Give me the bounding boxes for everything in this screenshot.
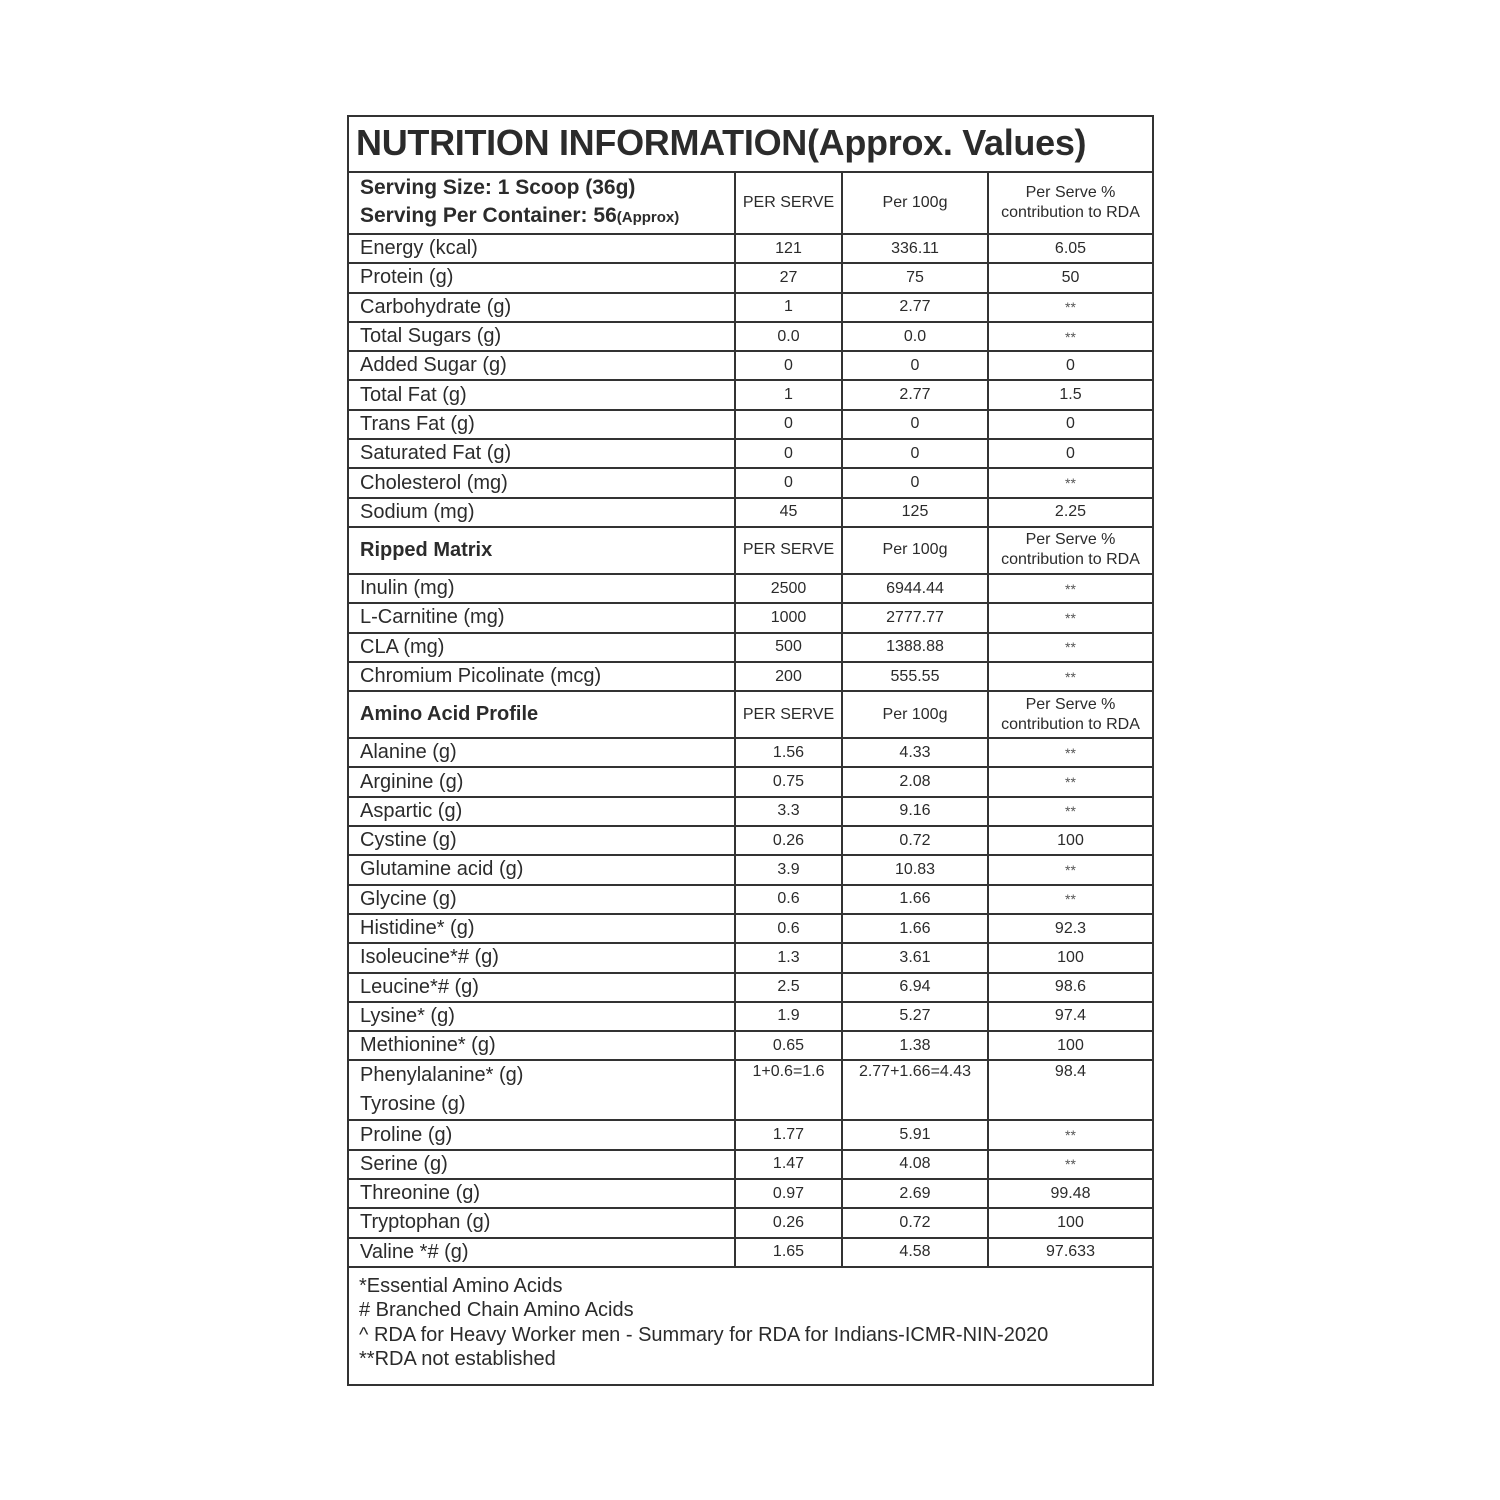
per-100g-value: 2.77 (842, 293, 988, 322)
nutrient-name: Valine *# (g) (349, 1238, 735, 1267)
rda-value: ** (988, 1150, 1152, 1179)
per-serve-value: 0 (735, 468, 842, 497)
footnote-line: **RDA not established (359, 1348, 556, 1371)
footnote-line: *Essential Amino Acids (359, 1274, 563, 1297)
nutrient-name: Trans Fat (g) (349, 410, 735, 439)
nutrition-table (349, 173, 1152, 1268)
per-100g-value: 0 (842, 468, 988, 497)
rda-value: ** (988, 885, 1152, 914)
rda-header-line1: Per Serve % (1025, 531, 1116, 549)
per-100g-value: 3.61 (842, 943, 988, 972)
servings-per-container-label: Serving Per Container: (360, 204, 588, 227)
nutrition-label (347, 115, 1154, 1386)
rda-header-line2: contribution to RDA (1001, 715, 1140, 733)
table-row (349, 380, 1152, 409)
nutrient-name: Methionine* (g) (349, 1031, 735, 1060)
rda-header-line1: Per Serve % (1025, 695, 1116, 713)
nutrient-name: Alanine (g) (349, 738, 735, 767)
serving-header-row (349, 173, 1152, 234)
table-row (349, 914, 1152, 943)
table-row (349, 633, 1152, 662)
per-100g-value: 0 (842, 351, 988, 380)
amino-acid-profile-heading: Amino Acid Profile (349, 691, 735, 738)
nutrient-name: Added Sugar (g) (349, 351, 735, 380)
per-serve-value: 0.6 (735, 885, 842, 914)
per-100g-header: Per 100g (842, 527, 988, 574)
rda-value: ** (988, 322, 1152, 351)
rda-header-line1: Per Serve % (1025, 184, 1116, 201)
per-serve-value: 1.9 (735, 1002, 842, 1031)
nutrient-name: Histidine* (g) (349, 914, 735, 943)
per-100g-value: 1388.88 (842, 633, 988, 662)
rda-header-line2: contribution to RDA (1001, 551, 1140, 569)
rda-header (988, 173, 1152, 234)
rda-value: 100 (988, 826, 1152, 855)
per-serve-value: 0.26 (735, 1208, 842, 1237)
nutrient-name: Inulin (mg) (349, 574, 735, 603)
rda-value: ** (988, 468, 1152, 497)
per-serve-value: 1+0.6=1.6 (735, 1060, 842, 1120)
nutrient-name: Glutamine acid (g) (349, 855, 735, 884)
rda-value: ** (988, 633, 1152, 662)
rda-value: ** (988, 1120, 1152, 1149)
per-serve-value: 0 (735, 410, 842, 439)
nutrient-name: Total Fat (g) (349, 380, 735, 409)
rda-value: ** (988, 738, 1152, 767)
nutrient-name: CLA (mg) (349, 633, 735, 662)
nutrient-name: Isoleucine*# (g) (349, 943, 735, 972)
per-serve-value: 500 (735, 633, 842, 662)
nutrient-name: L-Carnitine (mg) (349, 603, 735, 632)
rda-value: 2.25 (988, 498, 1152, 527)
rda-header (988, 691, 1152, 738)
per-serve-value: 0.0 (735, 322, 842, 351)
per-100g-value: 4.08 (842, 1150, 988, 1179)
per-100g-value: 1.38 (842, 1031, 988, 1060)
per-serve-value: 1.77 (735, 1120, 842, 1149)
nutrient-name: Tryptophan (g) (349, 1208, 735, 1237)
table-row (349, 498, 1152, 527)
per-serve-header: PER SERVE (735, 173, 842, 234)
table-row (349, 234, 1152, 263)
per-100g-value: 0 (842, 410, 988, 439)
serving-size: Serving Size: 1 Scoop (36g) (360, 176, 636, 199)
per-serve-value: 200 (735, 662, 842, 691)
nutrient-name: Chromium Picolinate (mcg) (349, 662, 735, 691)
per-serve-header: PER SERVE (735, 691, 842, 738)
per-serve-value: 0.6 (735, 914, 842, 943)
nutrient-name: Saturated Fat (g) (349, 439, 735, 468)
per-100g-value: 9.16 (842, 797, 988, 826)
table-row (349, 263, 1152, 292)
nutrient-name: Leucine*# (g) (349, 973, 735, 1002)
nutrient-name: Arginine (g) (349, 767, 735, 796)
nutrient-name: Glycine (g) (349, 885, 735, 914)
footnotes (349, 1268, 1152, 1372)
per-100g-value: 2.08 (842, 767, 988, 796)
table-row (349, 1120, 1152, 1149)
per-100g-value: 6944.44 (842, 574, 988, 603)
table-row (349, 767, 1152, 796)
per-100g-value: 0.72 (842, 826, 988, 855)
nutrient-name: Total Sugars (g) (349, 322, 735, 351)
rda-value: 98.4 (988, 1060, 1152, 1120)
table-row (349, 603, 1152, 632)
label-title: NUTRITION INFORMATION(Approx. Values) (349, 117, 1152, 173)
footnote-line: # Branched Chain Amino Acids (359, 1299, 634, 1322)
nutrient-name: Sodium (mg) (349, 498, 735, 527)
per-serve-value: 1.47 (735, 1150, 842, 1179)
table-row (349, 1060, 1152, 1120)
per-100g-header: Per 100g (842, 691, 988, 738)
per-100g-header: Per 100g (842, 173, 988, 234)
per-serve-value: 0.65 (735, 1031, 842, 1060)
per-100g-value: 0 (842, 439, 988, 468)
rda-value: ** (988, 767, 1152, 796)
amino-acid-profile-header-row (349, 691, 1152, 738)
rda-header (988, 527, 1152, 574)
table-row (349, 1002, 1152, 1031)
rda-value: ** (988, 603, 1152, 632)
per-100g-value: 10.83 (842, 855, 988, 884)
table-row (349, 973, 1152, 1002)
table-row (349, 797, 1152, 826)
rda-value: 92.3 (988, 914, 1152, 943)
footnote-line: ^ RDA for Heavy Worker men - Summary for RDA for Indians-ICMR-NIN-2020 (359, 1323, 1049, 1346)
rda-value: ** (988, 855, 1152, 884)
nutrient-name: Carbohydrate (g) (349, 293, 735, 322)
per-serve-value: 3.3 (735, 797, 842, 826)
rda-value: 6.05 (988, 234, 1152, 263)
rda-value: 97.4 (988, 1002, 1152, 1031)
ripped-matrix-heading: Ripped Matrix (349, 527, 735, 574)
per-100g-value: 2.69 (842, 1179, 988, 1208)
per-serve-value: 1000 (735, 603, 842, 632)
rda-value: 0 (988, 351, 1152, 380)
per-100g-value: 4.33 (842, 738, 988, 767)
per-100g-value: 6.94 (842, 973, 988, 1002)
nutrient-name: Protein (g) (349, 263, 735, 292)
per-serve-value: 0.75 (735, 767, 842, 796)
table-row (349, 410, 1152, 439)
nutrient-name: Serine (g) (349, 1150, 735, 1179)
per-100g-value: 2.77+1.66=4.43 (842, 1060, 988, 1120)
rda-value: 100 (988, 1208, 1152, 1237)
serving-info (349, 173, 735, 234)
per-100g-value: 75 (842, 263, 988, 292)
per-serve-value: 2500 (735, 574, 842, 603)
per-serve-value: 0 (735, 351, 842, 380)
per-serve-value: 121 (735, 234, 842, 263)
table-row (349, 1031, 1152, 1060)
rda-value: ** (988, 797, 1152, 826)
per-100g-value: 2.77 (842, 380, 988, 409)
rda-value: ** (988, 662, 1152, 691)
nutrient-name (349, 1060, 735, 1120)
rda-value: 99.48 (988, 1179, 1152, 1208)
per-100g-value: 1.66 (842, 914, 988, 943)
per-100g-value: 555.55 (842, 662, 988, 691)
per-serve-value: 0.26 (735, 826, 842, 855)
per-100g-value: 1.66 (842, 885, 988, 914)
table-row (349, 943, 1152, 972)
per-serve-value: 1 (735, 380, 842, 409)
table-row (349, 351, 1152, 380)
servings-approx-note: (Approx) (616, 209, 680, 226)
rda-value: 100 (988, 943, 1152, 972)
per-serve-header: PER SERVE (735, 527, 842, 574)
nutrient-name: Proline (g) (349, 1120, 735, 1149)
table-row (349, 885, 1152, 914)
per-100g-value: 5.27 (842, 1002, 988, 1031)
table-row (349, 293, 1152, 322)
rda-value: 100 (988, 1031, 1152, 1060)
rda-value: 0 (988, 439, 1152, 468)
per-serve-value: 1.65 (735, 1238, 842, 1267)
servings-per-container (360, 202, 734, 232)
table-row (349, 468, 1152, 497)
table-row (349, 439, 1152, 468)
per-serve-value: 27 (735, 263, 842, 292)
table-row (349, 855, 1152, 884)
table-row (349, 1238, 1152, 1267)
rda-header-line2: contribution to RDA (1001, 204, 1140, 221)
nutrient-name: Aspartic (g) (349, 797, 735, 826)
per-100g-value: 0.0 (842, 322, 988, 351)
rda-value: ** (988, 293, 1152, 322)
per-serve-value: 0.97 (735, 1179, 842, 1208)
nutrient-name-line1: Phenylalanine* (g) (360, 1064, 524, 1087)
nutrient-name: Energy (kcal) (349, 234, 735, 263)
table-row (349, 1150, 1152, 1179)
ripped-matrix-header-row (349, 527, 1152, 574)
table-row (349, 738, 1152, 767)
per-100g-value: 0.72 (842, 1208, 988, 1237)
table-row (349, 574, 1152, 603)
table-row (349, 662, 1152, 691)
per-serve-value: 1.3 (735, 943, 842, 972)
table-row (349, 322, 1152, 351)
nutrient-name-line2: Tyrosine (g) (360, 1093, 466, 1116)
table-row (349, 1179, 1152, 1208)
per-100g-value: 125 (842, 498, 988, 527)
per-serve-value: 1.56 (735, 738, 842, 767)
table-row (349, 826, 1152, 855)
per-serve-value: 3.9 (735, 855, 842, 884)
per-100g-value: 336.11 (842, 234, 988, 263)
rda-value: 0 (988, 410, 1152, 439)
per-100g-value: 5.91 (842, 1120, 988, 1149)
per-serve-value: 1 (735, 293, 842, 322)
rda-value: ** (988, 574, 1152, 603)
rda-value: 50 (988, 263, 1152, 292)
nutrient-name: Threonine (g) (349, 1179, 735, 1208)
per-100g-value: 4.58 (842, 1238, 988, 1267)
table-row (349, 1208, 1152, 1237)
nutrient-name: Cystine (g) (349, 826, 735, 855)
rda-value: 1.5 (988, 380, 1152, 409)
per-100g-value: 2777.77 (842, 603, 988, 632)
servings-per-container-value: 56 (593, 204, 617, 227)
per-serve-value: 45 (735, 498, 842, 527)
nutrient-name: Cholesterol (mg) (349, 468, 735, 497)
per-serve-value: 0 (735, 439, 842, 468)
rda-value: 97.633 (988, 1238, 1152, 1267)
rda-value: 98.6 (988, 973, 1152, 1002)
per-serve-value: 2.5 (735, 973, 842, 1002)
nutrient-name: Lysine* (g) (349, 1002, 735, 1031)
